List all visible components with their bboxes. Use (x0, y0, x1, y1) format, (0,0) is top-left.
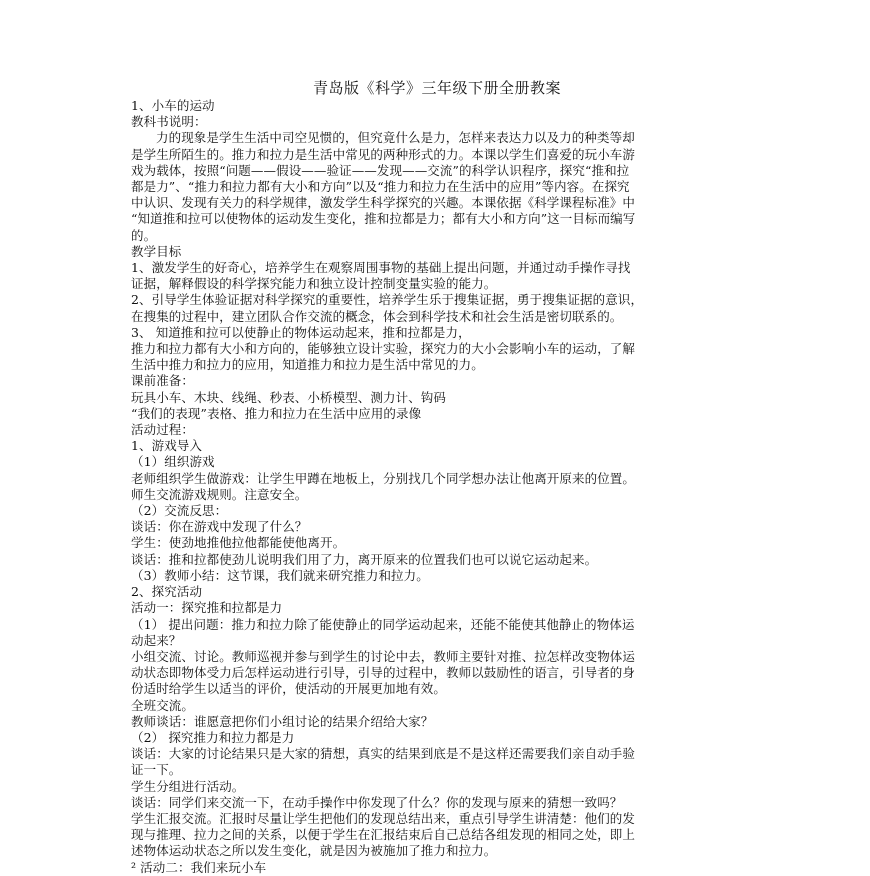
paragraph-line: 师生交流游戏规则。注意安全。 (131, 486, 308, 502)
paragraph-line: 在搜集的过程中，建立团队合作交流的概念，体会到科学技术和社会生活是密切联系的。 (131, 308, 623, 324)
paragraph-line: 证一下。 (131, 762, 182, 778)
subheading: （2）交流反思： (131, 503, 228, 519)
paragraph-line: 述物体运动状态之所以发生变化，就是因为被施加了推力和拉力。 (131, 843, 497, 859)
subheading: 教科书说明： (131, 114, 207, 130)
paragraph-line: 谈话：推和拉都使劲儿说明我们用了力，离开原来的位置我们也可以说它运动起来。 (131, 551, 598, 567)
paragraph-line: 玩具小车、木块、线绳、秒表、小桥模型、测力计、钩码 (131, 389, 447, 405)
paragraph-line: 生活中推力和拉力的应用，知道推力和拉力是生活中常见的力。 (131, 357, 484, 373)
paragraph-line: 动状态即物体受力后怎样运动进行引导，引导的过程中，教师以鼓励性的语言，引导者的身 (131, 665, 636, 681)
paragraph-line: 教师谈话：谁愿意把你们小组讨论的结果介绍给大家？ (131, 713, 434, 729)
subheading: （1）组织游戏 (131, 454, 215, 470)
document-body (131, 98, 743, 876)
paragraph-line: 份适时给学生以适当的评价，使活动的开展更加地有效。 (131, 681, 447, 697)
paragraph-line: 都是力”、“推力和拉力都有大小和方向”以及“推力和拉力在生活中的应用”等内容。在探究 (131, 179, 630, 195)
subheading: 活动过程： (131, 422, 195, 438)
paragraph-line: “知道推和拉可以使物体的运动发生变化，推和拉都是力；都有大小和方向”这一目标而编写 (131, 211, 636, 227)
paragraph-line: 谈话：大家的讨论结果只是大家的猜想，真实的结果到底是不是这样还需要我们亲自动手验 (131, 746, 636, 762)
paragraph-line: 1、激发学生的好奇心，培养学生在观察周围事物的基础上提出问题，并通过动手操作寻找 (131, 260, 631, 276)
document-page (131, 78, 743, 876)
subheading: （2） 探究推力和拉力都是力 (131, 729, 295, 745)
paragraph-line: 全班交流。 (131, 697, 195, 713)
paragraph-line: 的。 (131, 227, 157, 243)
paragraph-line: 2、引导学生体验证据对科学探究的重要性，培养学生乐于搜集证据，勇于搜集证据的意识， (131, 292, 644, 308)
paragraph-line: 老师组织学生做游戏：让学生甲蹲在地板上，分别找几个同学想办法让他离开原来的位置。 (131, 470, 636, 486)
paragraph-line: 谈话：同学们来交流一下，在动手操作中你发现了什么？你的发现与原来的猜想一致吗？ (131, 794, 623, 810)
document-title: 青岛版《科学》三年级下册全册教案 (312, 79, 561, 97)
subheading: 活动一：探究推和拉都是力 (131, 600, 283, 616)
subheading: ² 活动二：我们来玩小车 (131, 859, 267, 875)
paragraph-line: 学生：使劲地推他拉他都能使他离开。 (131, 535, 346, 551)
paragraph-line: （1） 提出问题：推力和拉力除了能使静止的同学运动起来，还能不能使其他静止的物体运 (131, 616, 635, 632)
paragraph-line: “我们的表现”表格、推力和拉力在生活中应用的录像 (131, 405, 422, 421)
paragraph-line: 证据，解释假设的科学探究能力和独立设计控制变量实验的能力。 (131, 276, 497, 292)
subheading: 教学目标 (131, 243, 182, 259)
section-heading: 1、游戏导入 (131, 438, 203, 454)
paragraph-line: 推力和拉力都有大小和方向的，能够独立设计实验，探究力的大小会影响小车的运动，了解 (131, 341, 636, 357)
section-heading: 2、探究活动 (131, 584, 203, 600)
paragraph-line: 学生分组进行活动。 (131, 778, 245, 794)
paragraph-line: 戏为载体，按照“问题——假设——验证——发现——交流”的科学认识程序，探究“推和拉 (131, 162, 630, 178)
paragraph-line: 小组交流、讨论。教师巡视并参与到学生的讨论中去，教师主要针对推、拉怎样改变物体运 (131, 648, 636, 664)
paragraph-line: 动起来？ (131, 632, 182, 648)
section-heading: 1、小车的运动 (131, 98, 215, 113)
paragraph-line: 学生汇报交流。汇报时尽量让学生把他们的发现总结出来，重点引导学生讲清楚：他们的发 (131, 810, 636, 826)
paragraph-line: 力的现象是学生生活中司空见惯的，但究竟什么是力，怎样来表达力以及力的种类等却 (156, 130, 635, 146)
paragraph-line: 是学生所陌生的。推力和拉力是生活中常见的两种形式的力。本课以学生们喜爱的玩小车游 (131, 146, 636, 162)
paragraph-line: 谈话：你在游戏中发现了什么？ (131, 519, 308, 535)
paragraph-line: 中认识、发现有关力的科学规律，激发学生科学探究的兴趣。本课依据《科学课程标准》中 (131, 195, 636, 211)
paragraph-line: 现与推理、拉力之间的关系，以便于学生在汇报结束后自己总结各组发现的相同之处，即上 (131, 827, 636, 843)
paragraph-line: 3、 知道推和拉可以使静止的物体运动起来，推和拉都是力， (131, 324, 471, 340)
subheading: 课前准备： (131, 373, 195, 389)
paragraph-line: （3）教师小结：这节课，我们就来研究推力和拉力。 (131, 567, 429, 583)
